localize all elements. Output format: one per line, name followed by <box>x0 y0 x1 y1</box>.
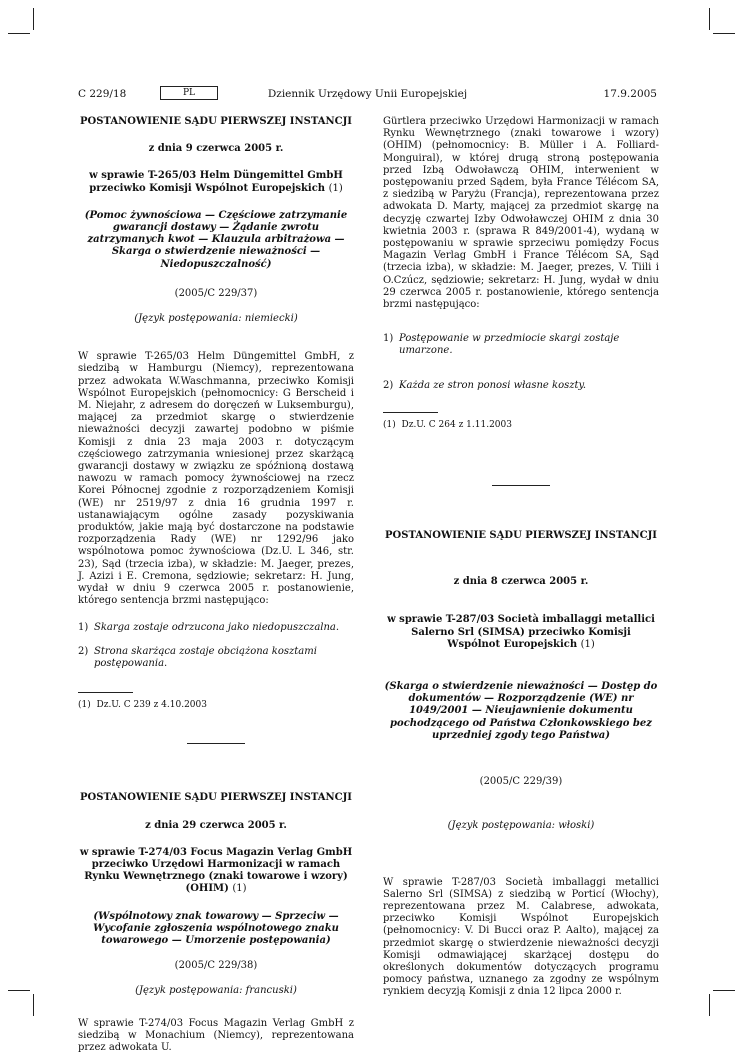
page-header <box>78 86 657 102</box>
page-number: C 229/18 <box>78 88 127 100</box>
item-text: Strona skarżąca zostaje obciążona kosztami postępowania. <box>94 645 317 669</box>
doc-code: (2005/C 229/39) <box>479 776 563 788</box>
item-text: Każda ze stron ponosi własne koszty. <box>399 379 587 391</box>
footnote-ref: (1) <box>580 638 595 650</box>
procedure-language: (Język postępowania: niemiecki) <box>134 313 298 325</box>
right-column <box>383 116 659 999</box>
procedure-language: (Język postępowania: włoski) <box>447 820 595 832</box>
item-text: Postępowanie w przedmiocie skargi zostaje umarzone. <box>399 333 620 357</box>
case-body: W sprawie T-274/03 Focus Magazin Verlag GmbH z siedzibą w Monachium (Niemcy), reprezentowana przez adwokata U. <box>78 1017 354 1053</box>
section-separator <box>187 743 245 744</box>
case-title <box>78 847 354 896</box>
case-title <box>383 614 659 651</box>
crop-mark <box>8 33 30 34</box>
order-heading: POSTANOWIENIE SĄDU PIERWSZEJ INSTANCJI <box>80 792 352 804</box>
journal-title: Dziennik Urzędowy Unii Europejskiej <box>267 88 468 100</box>
crop-mark <box>709 8 710 30</box>
footnote-text: Dz.U. C 264 z 1.11.2003 <box>401 419 512 430</box>
item-number: 2) <box>383 379 394 391</box>
issue-date: 17.9.2005 <box>603 88 657 100</box>
footnote-ref: (1) <box>328 182 343 194</box>
case-body-continued: Gürtlera przeciwko Urzędowi Harmonizacji w ramach Rynku Wewnętrznego (znaki towarowe i wzory) (OHIM) (pełnomocnicy: B. Müller i A. Folliard-Monguiral), w której drugą stroną postępowania przed Izbą Odwoławczą OHIM, interwenient w postępowaniu przed Sądem, była France Télécom SA, z siedzibą w Paryżu (Francja), reprezentowana przez adwokata D. Marty, mającej za przedmiot skargę na decyzję czwartej Izby Odwoławczej OHIM z dnia 30 kwietnia 2003 r. (sprawa R 849/2001-4), wydaną w postępowaniu w sprawie sprzeciwu pomiędzy Focus Magazin Verlag GmbH i France Télécom SA, Sąd (trzecia izba), w składzie: M. Jaeger, prezes, V. Tiili i O.Czúcz, sędziowie; sekretarz: H. Jung, wydał w dniu 29 czerwca 2005 r. postanowienie, którego sentencja brzmi następująco: <box>383 116 659 311</box>
case-title-text: w sprawie T-287/03 Società imballaggi metallici Salerno Srl (SIMSA) przeciwko Komisji Wspólnot Europejskich <box>387 614 655 650</box>
crop-mark <box>713 990 735 991</box>
footnote-text: Dz.U. C 239 z 4.10.2003 <box>96 700 207 711</box>
case-subject: (Pomoc żywnościowa — Częściowe zatrzymanie gwarancji dostawy — Żądanie zwrotu zatrzymanych kwot — Klauzula arbitrażowa — Skarga o stwierdzenie nieważności — Niedopuszczalność) <box>84 209 348 270</box>
section-separator <box>492 485 550 486</box>
footnote <box>383 419 659 431</box>
operative-item <box>78 646 354 670</box>
order-heading: POSTANOWIENIE SĄDU PIERWSZEJ INSTANCJI <box>80 116 352 127</box>
item-number: 1) <box>383 333 394 345</box>
footnote-rule <box>383 412 438 413</box>
footnote-rule <box>78 692 133 693</box>
item-text: Skarga zostaje odrzucona jako niedopuszczalna. <box>94 621 340 633</box>
crop-mark <box>8 990 30 991</box>
case-subject: (Skarga o stwierdzenie nieważności — Dostęp do dokumentów — Rozporządzenie (WE) nr 1049/2001 — Nieujawnienie dokumentu pochodzącego od Państwa Członkowskiego bez uprzedniej zgody tego Państwa) <box>384 681 658 741</box>
item-number: 2) <box>78 645 89 657</box>
case-body: W sprawie T-265/03 Helm Düngemittel GmbH, z siedzibą w Hamburgu (Niemcy), reprezentowana przez adwokata W.Waschmanna, przeciwko Komisji Wspólnot Europejskich (pełnomocnicy: G Berscheid i M. Niejahr, z adresem do doręczeń w Luksemburgu), mającej za przedmiot skargę o stwierdzenie nieważności decyzji zawartej podobno w piśmie Komisji z dnia 23 maja 2003 r. dotyczącym częściowego zatrzymania wniesionej przez skarżącą gwarancji dostawy w związku ze spóźnioną dostawą nawozu w ramach pomocy żywnościowej na rzecz Korei Północnej zgodnie z rozporządzeniem Komisji (WE) nr 2519/97 z dnia 16 grudnia 1997 r. ustanawiającym ogólne zasady pozyskiwania produktów, jakie mają być dostarczone na podstawie rozporządzenia Rady (WE) nr 1292/96 jako wspólnotowa pomoc żywnościowa (Dz.U. L 346, str. 23), Sąd (trzecia izba), w składzie: M. Jaeger, prezes, J. Azizi i E. Cremona, sędziowie; sekretarz: H. Jung, wydał w dniu 9 czerwca 2005 r. postanowienie, którego sentencja brzmi następująco: <box>78 351 354 607</box>
order-date: z dnia 9 czerwca 2005 r. <box>148 143 284 155</box>
procedure-language: (Język postępowania: francuski) <box>135 985 297 997</box>
crop-mark <box>713 33 735 34</box>
doc-code: (2005/C 229/38) <box>174 960 258 972</box>
footnote-ref: (1) <box>232 883 247 895</box>
case-title-text: w sprawie T-274/03 Focus Magazin Verlag GmbH przeciwko Urzędowi Harmonizacji w ramach Rynku Wewnętrznego (znaki towarowe i wzory) (OHIM) <box>79 846 353 895</box>
crop-mark <box>33 994 34 1016</box>
operative-item <box>78 622 354 634</box>
case-title-text: w sprawie T-265/03 Helm Düngemittel GmbH przeciwko Komisji Wspólnot Europejskich <box>89 170 343 194</box>
case-title <box>78 170 354 194</box>
order-date: z dnia 8 czerwca 2005 r. <box>453 576 589 588</box>
case-subject: (Wspólnotowy znak towarowy — Sprzeciw — Wycofanie zgłoszenia wspólnotowego znaku towarowego — Umorzenie postępowania) <box>93 910 339 946</box>
order-date: z dnia 29 czerwca 2005 r. <box>145 819 287 831</box>
crop-mark <box>33 8 34 30</box>
doc-code: (2005/C 229/37) <box>174 287 258 299</box>
order-heading: POSTANOWIENIE SĄDU PIERWSZEJ INSTANCJI <box>385 530 657 542</box>
case-body: W sprawie T-287/03 Società imballaggi metallici Salerno Srl (SIMSA) z siedzibą w Porticí (Włochy), reprezentowana przez M. Calabrese, adwokata, przeciwko Komisji Wspólnot Europejskich (pełnomocnicy: V. Di Bucci oraz P. Aalto), mającej za przedmiot skargę o stwierdzenie nieważności decyzji Komisji odmawiającej skarżącej dostępu do określonych dokumentów dotyczących programu pomocy państwa, uznanego za zgodny ze wspólnym rynkiem decyzją Komisji z dnia 12 lipca 2000 r. <box>383 876 659 998</box>
operative-item <box>383 333 659 357</box>
footnote-mark: (1) <box>383 419 396 430</box>
item-number: 1) <box>78 621 89 633</box>
left-column <box>78 116 354 1054</box>
operative-item <box>383 380 659 392</box>
footnote-mark: (1) <box>78 700 91 711</box>
footnote <box>78 699 354 711</box>
language-badge: PL <box>160 86 218 100</box>
crop-mark <box>709 994 710 1016</box>
